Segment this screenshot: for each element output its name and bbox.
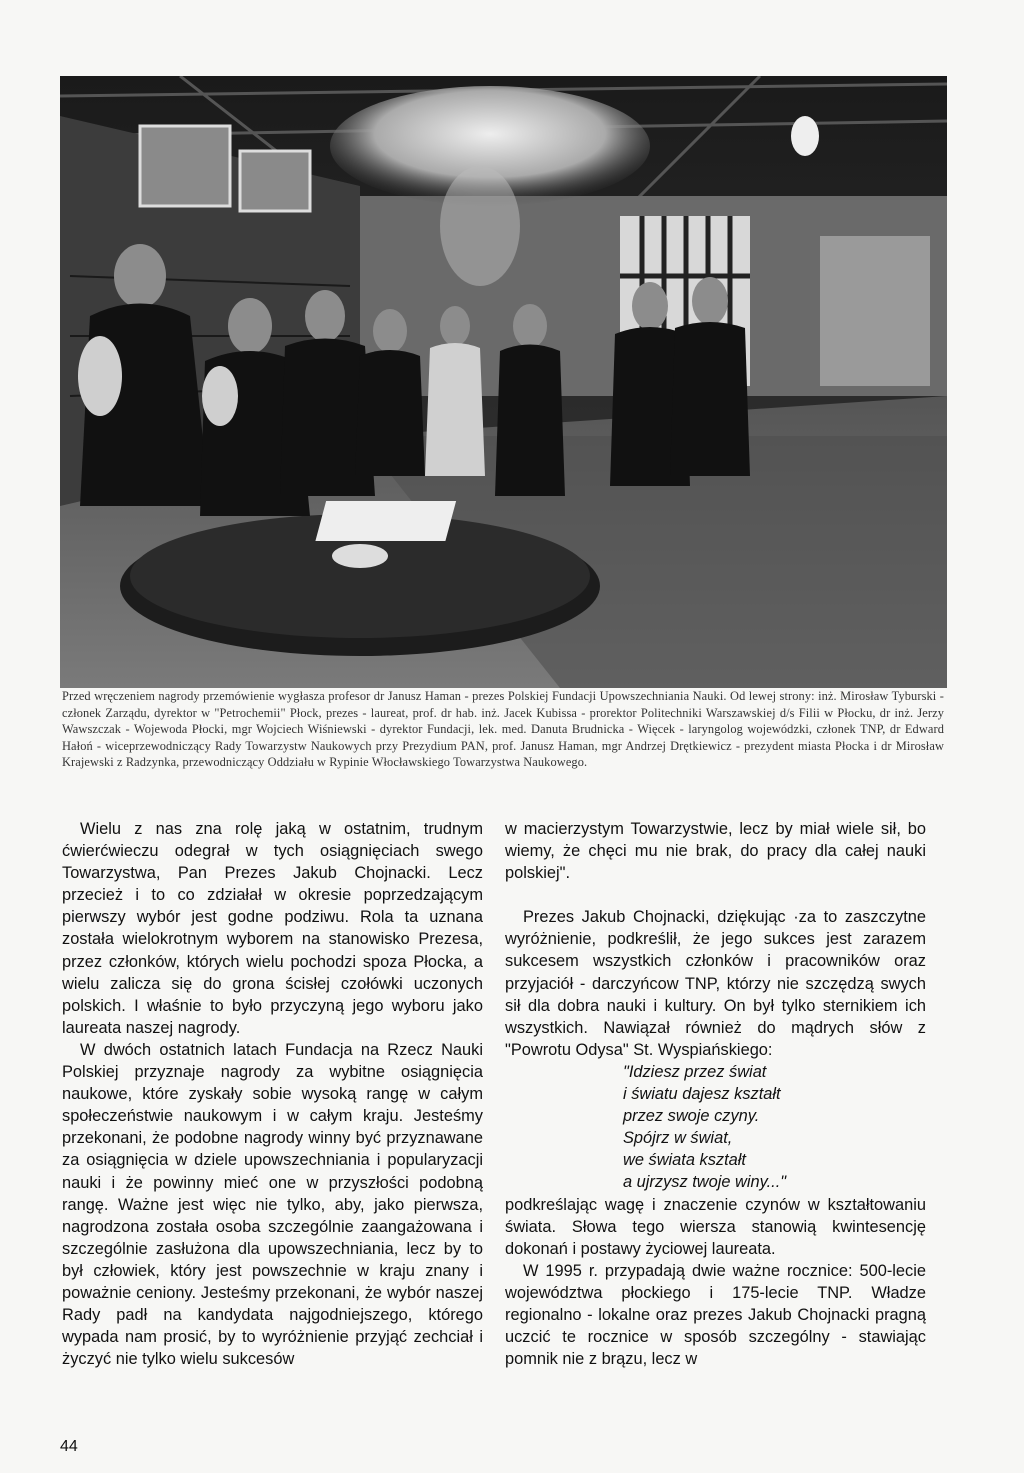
page-number: 44	[60, 1438, 78, 1455]
right-paragraph-4: W 1995 r. przypadają dwie ważne rocznice: 500-lecie województwa płockiego i 175-lecie TNP. Władze regionalno - lokalne oraz prezes Jakub Chojnacki pragną uczcić te rocznice w sposób szczególny - stawiając pomnik nie z brązu, lecz w	[505, 1261, 926, 1369]
photo-illustration	[60, 76, 947, 688]
right-paragraph-1: w macierzystym Towarzystwie, lecz by miał wiele sił, bo wiemy, że chęci mu nie brak, do pracy dla całej nauki polskiej".	[505, 820, 926, 883]
poem-line: we świata kształt	[623, 1151, 746, 1170]
poem-line: i światu dajesz kształt	[623, 1085, 781, 1104]
left-column	[62, 818, 483, 1370]
right-paragraph-3: podkreślając wagę i znaczenie czynów w kształtowaniu świata. Słowa tego wiersza stanowią kwintesencję dokonań i postawy życiowej laureata.	[505, 1195, 926, 1258]
poem-line: Spójrz w świat,	[623, 1129, 733, 1148]
left-paragraph-2: W dwóch ostatnich latach Fundacja na Rzecz Nauki Polskiej przyznaje nagrody za wybitne osiągnięcia naukowe, które zyskały sobie wysoką rangę w całym społeczeństwie naukowym i w całym kraju. Jesteśmy przekonani, że podobne nagrody winny być przyznawane za osiągnięcia w dziele upowszechniania i popularyzacji nauki i że powinny mieć one w przyszłości podobną rangę. Ważne jest więc nie tylko, aby, jako pierwsza, nagrodzona została osoba szczególnie zaangażowana i szczególnie zasłużona dla upowszechniania, lecz by to był człowiek, który jest powszechnie w kraju znany i poważnie ceniony. Jesteśmy przekonani, że wybór naszej Rady padł na kandydata najgodniejszego, którego wypada nam prosić, by to wyróżnienie przyjąć zechciał i życzyć nie tylko wielu sukcesów	[62, 1040, 483, 1369]
poem-line: przez swoje czyny.	[623, 1107, 760, 1126]
left-paragraph-1: Wielu z nas zna rolę jaką w ostatnim, trudnym ćwierćwieczu odegrał w tych osiągnięciach swego Towarzystwa, Pan Prezes Jakub Chojnacki. Lecz przecież i to co zdziałał w okresie poprzedzającym pierwszy wybór jest godne podziwu. Rola ta uznana została wielokrotnym wyborem na stanowisko Prezesa, przez członków, których wielu pochodzi spoza Płocka, a wielu zalicza się do grona ścisłej czołówki uczonych polskich. I właśnie to było przyczyną jego wyboru jako laureata naszej nagrody.	[62, 820, 483, 1037]
poem-quote	[623, 1061, 926, 1194]
photo-caption: Przed wręczeniem nagrody przemówienie wygłasza profesor dr Janusz Haman - prezes Polskiej Fundacji Upowszechniania Nauki. Od lewej strony: inż. Mirosław Tyburski - członek Zarządu, dyrektor w "Petrochemii" Płock, prezes - laureat, prof. dr hab. inż. Jacek Kubissa - prorektor Politechniki Warszawskiej d/s Filii w Płocku, dr inż. Jerzy Wawszczak - Wojewoda Płocki, mgr Wojciech Wiśniewski - dyrektor Fundacji, lek. med. Danuta Brudnicka - Więcek - laryngolog wojewódzki, członek TNP, dr Edward Hałoń - wiceprzewodniczący Rady Towarzystw Naukowych przy Prezydium PAN, prof. Janusz Haman, mgr Andrzej Drętkiewicz - prezydent miasta Płocka i dr Mirosław Krajewski z Radzynka, przewodniczący Oddziału w Rypinie Włocławskiego Towarzystwa Naukowego.	[62, 689, 944, 769]
poem-line: "Idziesz przez świat	[623, 1062, 767, 1081]
right-paragraph-2: Prezes Jakub Chojnacki, dziękując ·za to zaszczytne wyróżnienie, podkreślił, że jego sukces jest zarazem sukcesem wszystkich członków i pracowników oraz przyjaciół - darczyńcow TNP, którzy nie szczędzą swych sił dla dobra nauki i kultury. On był tylko sternikiem ich wszystkich. Nawiązał również do mądrych słów z "Powrotu Odysa" St. Wyspiańskiego:	[505, 908, 926, 1059]
ceremony-photo	[60, 76, 947, 688]
right-column	[505, 818, 926, 1370]
poem-line: a ujrzysz twoje winy..."	[623, 1173, 787, 1192]
